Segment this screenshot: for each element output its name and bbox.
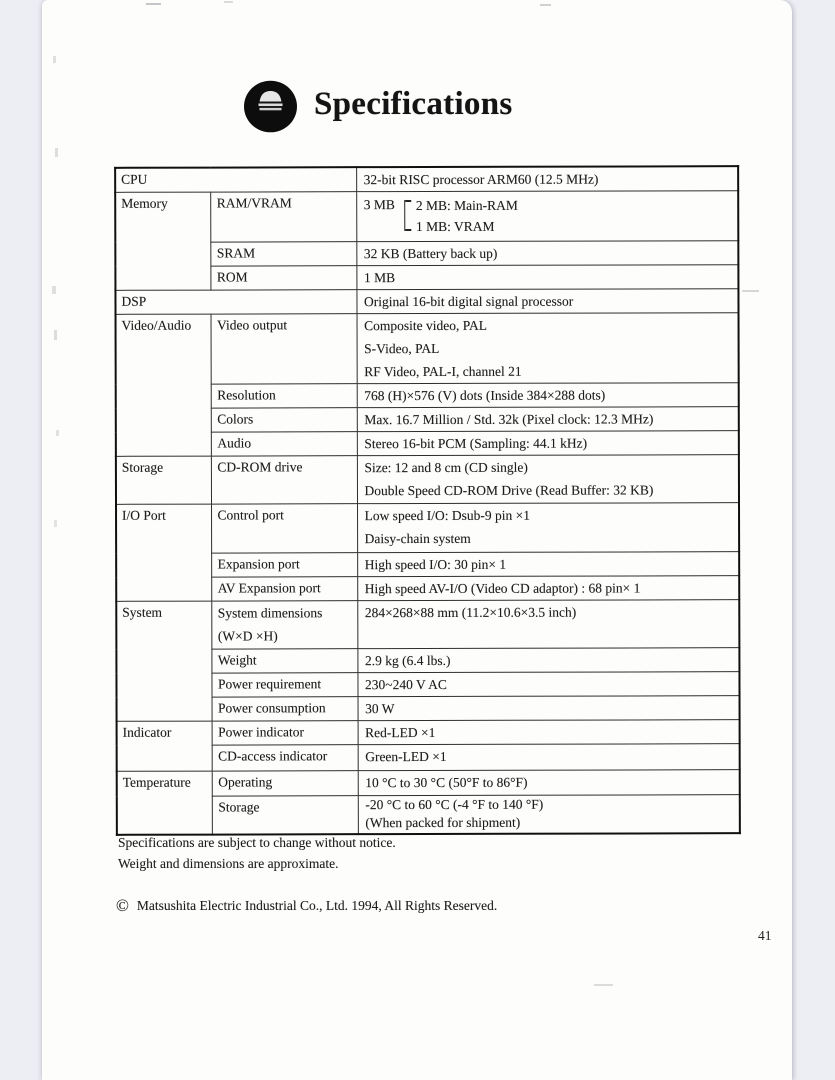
subcategory-cell: AV Expansion port [211, 577, 357, 601]
value-line: Red-LED ×1 [365, 724, 436, 741]
subcategory-cell: Control port [211, 504, 357, 553]
value-cell [358, 770, 740, 796]
category-cell: I/O Port [116, 504, 211, 601]
scan-artifact [742, 290, 759, 292]
value-cell [357, 648, 739, 673]
copyright-text: Matsushita Electric Industrial Co., Ltd. 1994, All Rights Reserved. [136, 897, 498, 913]
value-line: RF Video, PAL-I, channel 21 [364, 363, 522, 380]
footnote: Weight and dimensions are approximate. [118, 856, 339, 871]
subcategory-cell: Power consumption [212, 697, 358, 721]
value-line: (When packed for shipment) [365, 814, 521, 830]
copyright-icon: © [116, 896, 129, 915]
scan-artifact [146, 3, 161, 5]
subcategory-cell: Expansion port [211, 553, 357, 577]
value-line: Daisy-chain system [364, 530, 471, 547]
value-line: 10 °C to 30 °C (50°F to 86°F) [365, 774, 528, 791]
value-cell [357, 600, 739, 649]
category-cell: CPU [115, 167, 356, 192]
scan-artifact [52, 286, 56, 294]
memory-breakdown [364, 191, 732, 237]
value-line: High speed AV-I/O (Video CD adaptor) : 68 pin× 1 [364, 580, 641, 597]
paper-sheet [42, 0, 792, 1080]
value-cell [357, 503, 739, 553]
scan-artifact [224, 1, 233, 3]
value-line: High speed I/O: 30 pin× 1 [364, 556, 507, 573]
value-line: Low speed I/O: Dsub-9 pin ×1 [364, 507, 531, 524]
value-cell [357, 383, 739, 408]
value-line: 32-bit RISC processor ARM60 (12.5 MHz) [363, 171, 599, 188]
value-line: Double Speed CD-ROM Drive (Read Buffer: 32 KB) [364, 482, 654, 499]
category-cell: Video/Audio [116, 314, 211, 456]
subcategory-cell: Power indicator [212, 721, 358, 745]
value-line: 32 KB (Battery back up) [363, 245, 498, 262]
value-line: 1 MB [363, 270, 396, 286]
value-line: 3 MB [363, 197, 395, 213]
value-line: 230~240 V AC [364, 676, 447, 693]
value-cell [356, 191, 738, 242]
subcategory-cell: Weight [211, 649, 357, 673]
scan-artifact [54, 520, 57, 527]
category-cell: Storage [116, 456, 211, 504]
subcategory-cell: Storage [212, 796, 358, 835]
value-cell [357, 431, 739, 456]
subcategory-cell: RAM/VRAM [210, 192, 356, 242]
value-line: Composite video, PAL [364, 317, 487, 334]
subcategory-cell: CD-access indicator [212, 745, 358, 771]
value-line: Original 16-bit digital signal processor [363, 293, 574, 310]
category-cell: Indicator [117, 721, 212, 771]
value-line: 284×268×88 mm (11.2×10.6×3.5 inch) [364, 604, 577, 621]
value-cell [357, 552, 739, 577]
category-cell: DSP [115, 290, 356, 315]
category-cell: System [116, 601, 211, 721]
category-cell: Temperature [117, 771, 212, 835]
value-cell [358, 744, 740, 771]
value-line: Size: 12 and 8 cm (CD single) [364, 459, 528, 476]
subcategory-cell [211, 601, 357, 649]
value-line: Stereo 16-bit PCM (Sampling: 44.1 kHz) [364, 435, 588, 452]
value-line: 1 MB: VRAM [415, 218, 495, 235]
value-line: 768 (H)×576 (V) dots (Inside 384×288 dots) [364, 387, 606, 404]
subcategory-cell: Audio [211, 432, 357, 456]
value-cell [356, 241, 738, 266]
scan-artifact [56, 430, 59, 436]
subcategory-cell: Resolution [211, 384, 357, 408]
scan-artifact [594, 984, 613, 986]
console-badge-icon [243, 80, 298, 133]
value-line: Max. 16.7 Million / Std. 32k (Pixel clock: 12.3 MHz) [364, 411, 654, 428]
subcategory-line: (W×D ×H) [217, 628, 278, 644]
scan-artifact [53, 56, 56, 63]
value-cell [356, 166, 738, 191]
subcategory-line: System dimensions [217, 605, 323, 621]
subcategory-cell: ROM [210, 266, 356, 290]
value-cell [356, 265, 738, 290]
value-cell [357, 313, 739, 384]
subcategory-cell: Operating [212, 771, 358, 796]
scan-artifact [55, 148, 58, 157]
value-cell [358, 795, 740, 834]
category-cell: Memory [115, 192, 210, 290]
value-line: 2 MB: Main-RAM [415, 197, 518, 214]
subcategory-cell: Video output [211, 314, 357, 384]
scan-artifact [540, 4, 551, 6]
value-cell [357, 407, 739, 432]
value-cell [357, 576, 739, 601]
page-number: 41 [758, 928, 772, 943]
value-line: Green-LED ×1 [365, 748, 447, 765]
value-cell [356, 289, 738, 314]
value-line: S-Video, PAL [364, 340, 440, 357]
value-cell [357, 455, 739, 504]
scan-artifact [54, 330, 57, 340]
value-line: 2.9 kg (6.4 lbs.) [364, 652, 451, 669]
copyright-line [116, 897, 497, 914]
subcategory-cell: Colors [211, 408, 357, 432]
subcategory-cell: SRAM [210, 242, 356, 266]
value-line: 30 W [365, 701, 395, 717]
subcategory-cell: Power requirement [211, 673, 357, 697]
value-line: -20 °C to 60 °C (-4 °F to 140 °F) [365, 796, 544, 813]
footnote: Specifications are subject to change without notice. [118, 835, 396, 850]
page-title: Specifications [314, 86, 513, 122]
subcategory-cell: CD-ROM drive [211, 456, 357, 504]
specifications-table [114, 165, 741, 836]
value-cell [358, 696, 740, 721]
bracket-shape [404, 200, 412, 231]
value-cell [357, 672, 739, 697]
value-cell [358, 720, 740, 745]
